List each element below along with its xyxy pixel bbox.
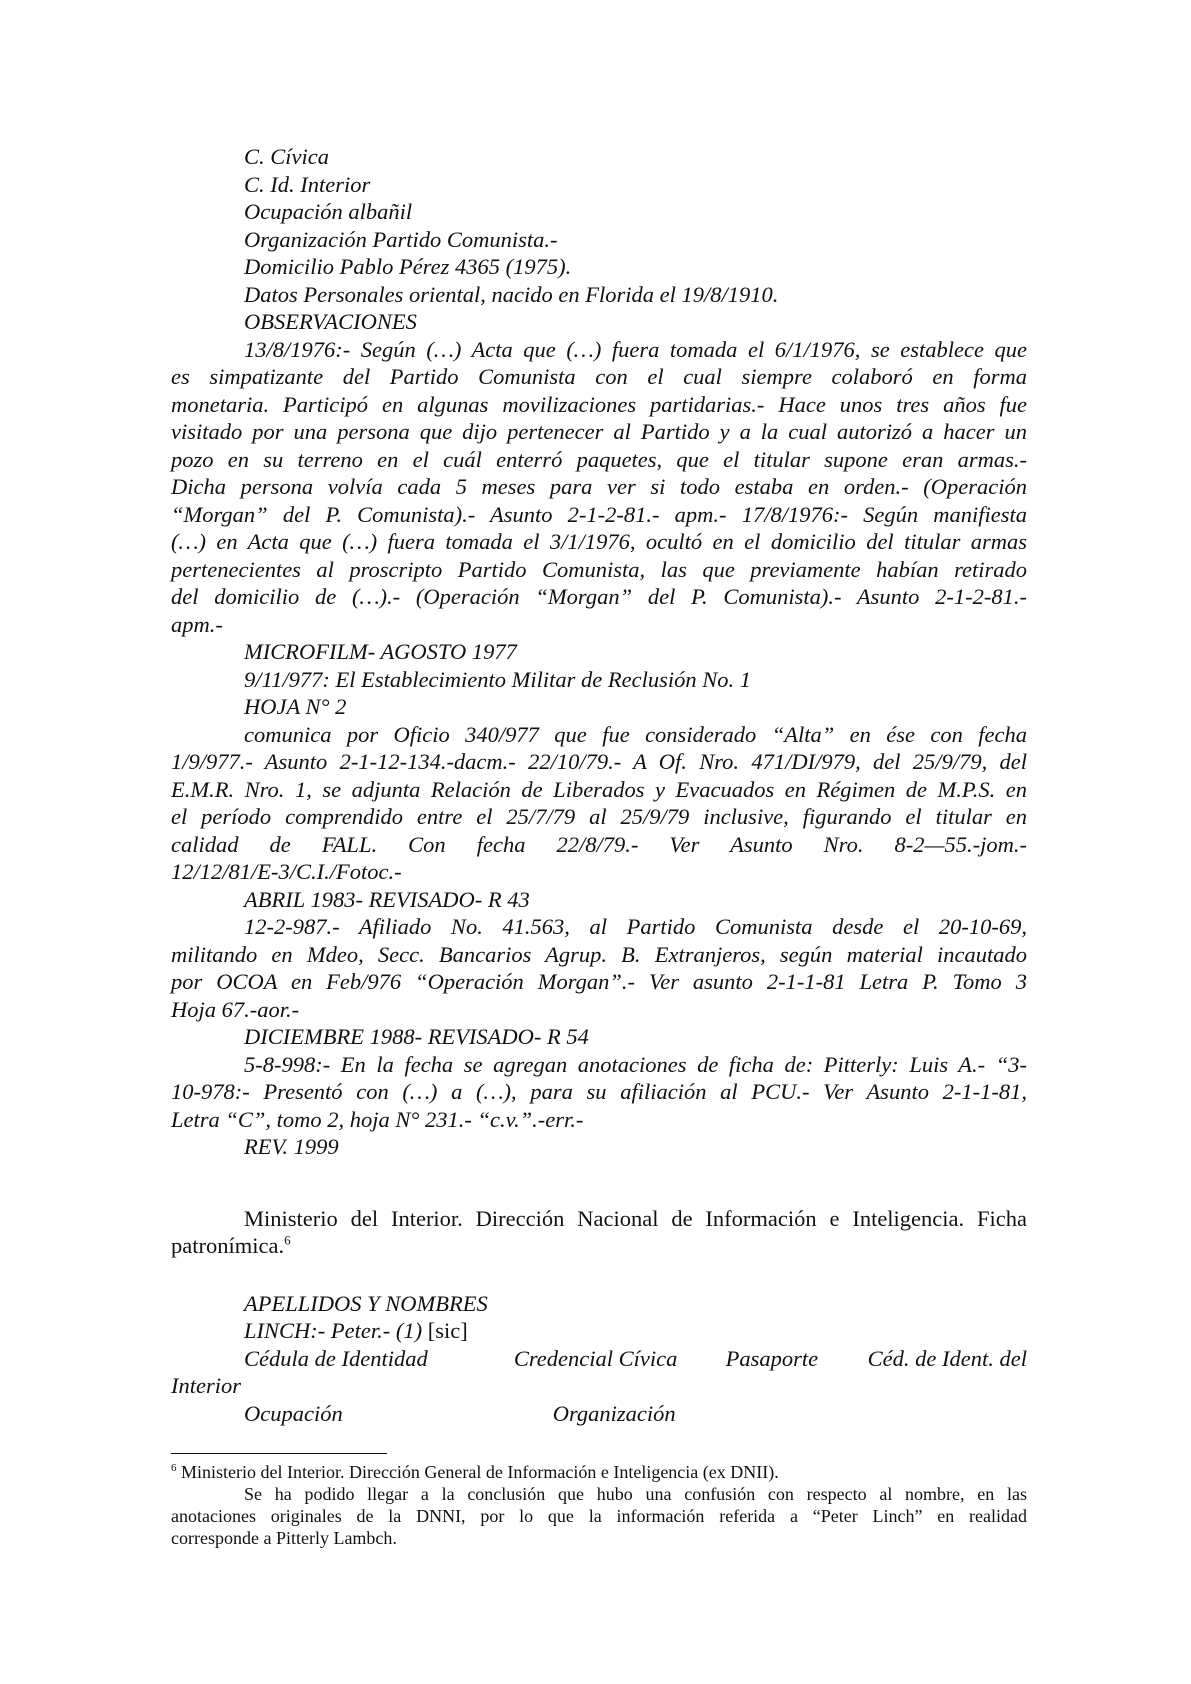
field-datos-personales: Datos Personales oriental, nacido en Florida el 19/8/1910. <box>244 281 779 307</box>
apellidos-heading: APELLIDOS Y NOMBRES <box>244 1290 488 1316</box>
obs-1987-line: militando en Mdeo, Secc. Bancarios Agrup. B. Extranjeros, según material incautado <box>171 941 1027 967</box>
footnote-para-line: anotaciones originales de la DNNI, por lo que la información referida a “Peter Linch” en realidad <box>171 1506 1027 1526</box>
footnote-number: 6 <box>171 1462 177 1474</box>
obs-1977-line: el período comprendido entre el 25/7/79 al 25/9/79 inclusive, figurando el titular en <box>171 804 1027 829</box>
field-domicilio: Domicilio Pablo Pérez 4365 (1975). <box>244 254 572 279</box>
hoja-number: HOJA N° 2 <box>244 694 347 719</box>
obs-1977-line: calidad de FALL. Con fecha 22/8/79.- Ver Asunto Nro. 8-2—55.-jom.- <box>171 831 1027 857</box>
col-ced-interior: Céd. de Ident. del <box>867 1345 1027 1371</box>
ficha-name: LINCH:- Peter.- (1) <box>244 1318 423 1343</box>
obs-1976-line: Dicha persona volvía cada 5 meses para ver si todo estaba en orden.- (Operación <box>171 474 1027 499</box>
footnote-6 <box>171 1461 1027 1483</box>
footnotes <box>171 1461 1027 1549</box>
obs-1976-line: “Morgan” del P. Comunista).- Asunto 2-1-2-81.- apm.- 17/8/1976:- Según manifiesta <box>171 501 1027 527</box>
obs-1976-line: del domicilio de (…).- (Operación “Morgan” del P. Comunista).- Asunto 2-1-2-81.- <box>171 584 1027 609</box>
obs-1976-line: monetaria. Participó en algunas movilizaciones partidarias.- Hace unos tres años fue <box>171 391 1027 417</box>
ficha-fields-row <box>171 1400 1027 1428</box>
ficha-columns-row <box>171 1345 1027 1373</box>
field-organizacion: Organización Partido Comunista.- <box>244 226 558 252</box>
sic-note: [sic] <box>427 1318 468 1343</box>
obs-1976-line: es simpatizante del Partido Comunista con el cual siempre colaboró en forma <box>171 364 1027 389</box>
footnote-ref[interactable]: 6 <box>284 1232 291 1248</box>
microfilm-heading: MICROFILM- AGOSTO 1977 <box>244 639 517 664</box>
obs-1977-line: 12/12/81/E-3/C.I./Fotoc.- <box>171 859 402 884</box>
field-cedula-interior: C. Id. Interior <box>244 171 371 197</box>
footnote-separator <box>171 1453 387 1454</box>
obs-1987-line: por OCOA en Feb/976 “Operación Morgan”.- Ver asunto 2-1-1-81 Letra P. Tomo 3 <box>171 969 1027 994</box>
obs-1976-line: (…) en Acta que (…) fuera tomada el 3/1/1976, ocultó en el domicilio del titular armas <box>171 529 1027 554</box>
observaciones-heading: OBSERVACIONES <box>244 309 417 334</box>
obs-1976-line: pozo en su terreno en el cuál enterró paquetes, que el titular supone eran armas.- <box>171 446 1027 472</box>
obs-1976-line: 13/8/1976:- Según (…) Acta que (…) fuera tomada el 6/1/1976, se establece que <box>244 336 1027 362</box>
field-ocupacion: Ocupación albañil <box>244 199 413 224</box>
field-credencial-civica: C. Cívica <box>244 144 329 169</box>
obs-1998-line: 10-978:- Presentó con (…) a (…), para su afiliación al PCU.- Ver Asunto 2-1-1-81, <box>171 1079 1027 1104</box>
source-paragraph-text: patronímica. <box>171 1233 285 1258</box>
revision-1988: DICIEMBRE 1988- REVISADO- R 54 <box>244 1024 589 1049</box>
field-ocupacion-label: Ocupación <box>244 1400 343 1426</box>
source-paragraph-line: Ministerio del Interior. Dirección Nacional de Información e Inteligencia. Ficha <box>244 1205 1027 1231</box>
obs-1976-line: pertenecientes al proscripto Partido Comunista, las que previamente habían retirado <box>171 556 1027 582</box>
footnote-text: Ministerio del Interior. Dirección General de Información e Inteligencia (ex DNII). <box>181 1462 779 1482</box>
obs-1976-line: visitado por una persona que dijo pertenecer al Partido y a la cual autorizó a hacer un <box>171 419 1027 444</box>
obs-1976-line: apm.- <box>171 611 223 637</box>
col-cedula: Cédula de Identidad <box>244 1345 428 1371</box>
obs-1987-line: 12-2-987.- Afiliado No. 41.563, al Partido Comunista desde el 20-10-69, <box>244 914 1027 939</box>
spacer <box>171 1260 1027 1290</box>
obs-1987-line: Hoja 67.-aor.- <box>171 996 300 1022</box>
col-pasaporte: Pasaporte <box>725 1345 819 1371</box>
emr-line: 9/11/977: El Establecimiento Militar de Reclusión No. 1 <box>244 666 752 692</box>
document-body <box>171 143 1027 1427</box>
obs-1998-line: Letra “C”, tomo 2, hoja N° 231.- “c.v.”.-err.- <box>171 1106 584 1132</box>
footnote-para-line: corresponde a Pitterly Lambch. <box>171 1528 397 1548</box>
obs-1977-line: 1/9/977.- Asunto 2-1-12-134.-dacm.- 22/10/79.- A Of. Nro. 471/DI/979, del 25/9/79, del <box>171 749 1027 774</box>
col-ced-interior-wrap: Interior <box>171 1373 241 1398</box>
obs-1977-line: comunica por Oficio 340/977 que fue considerado “Alta” en ése con fecha <box>244 721 1027 747</box>
ficha-name-line <box>171 1317 1027 1345</box>
revision-1983: ABRIL 1983- REVISADO- R 43 <box>244 886 530 912</box>
source-paragraph-line <box>171 1232 1027 1260</box>
field-organizacion-label: Organización <box>552 1400 676 1426</box>
obs-1998-line: 5-8-998:- En la fecha se agregan anotaciones de ficha de: Pitterly: Luis A.- “3- <box>244 1051 1027 1077</box>
col-credencial: Credencial Cívica <box>513 1345 678 1371</box>
revision-1999: REV. 1999 <box>244 1134 339 1159</box>
spacer <box>171 1161 1027 1205</box>
footnote-para-line: Se ha podido llegar a la conclusión que hubo una confusión con respecto al nombre, en las <box>244 1484 1027 1504</box>
obs-1977-line: E.M.R. Nro. 1, se adjunta Relación de Liberados y Evacuados en Régimen de M.P.S. en <box>171 776 1027 802</box>
